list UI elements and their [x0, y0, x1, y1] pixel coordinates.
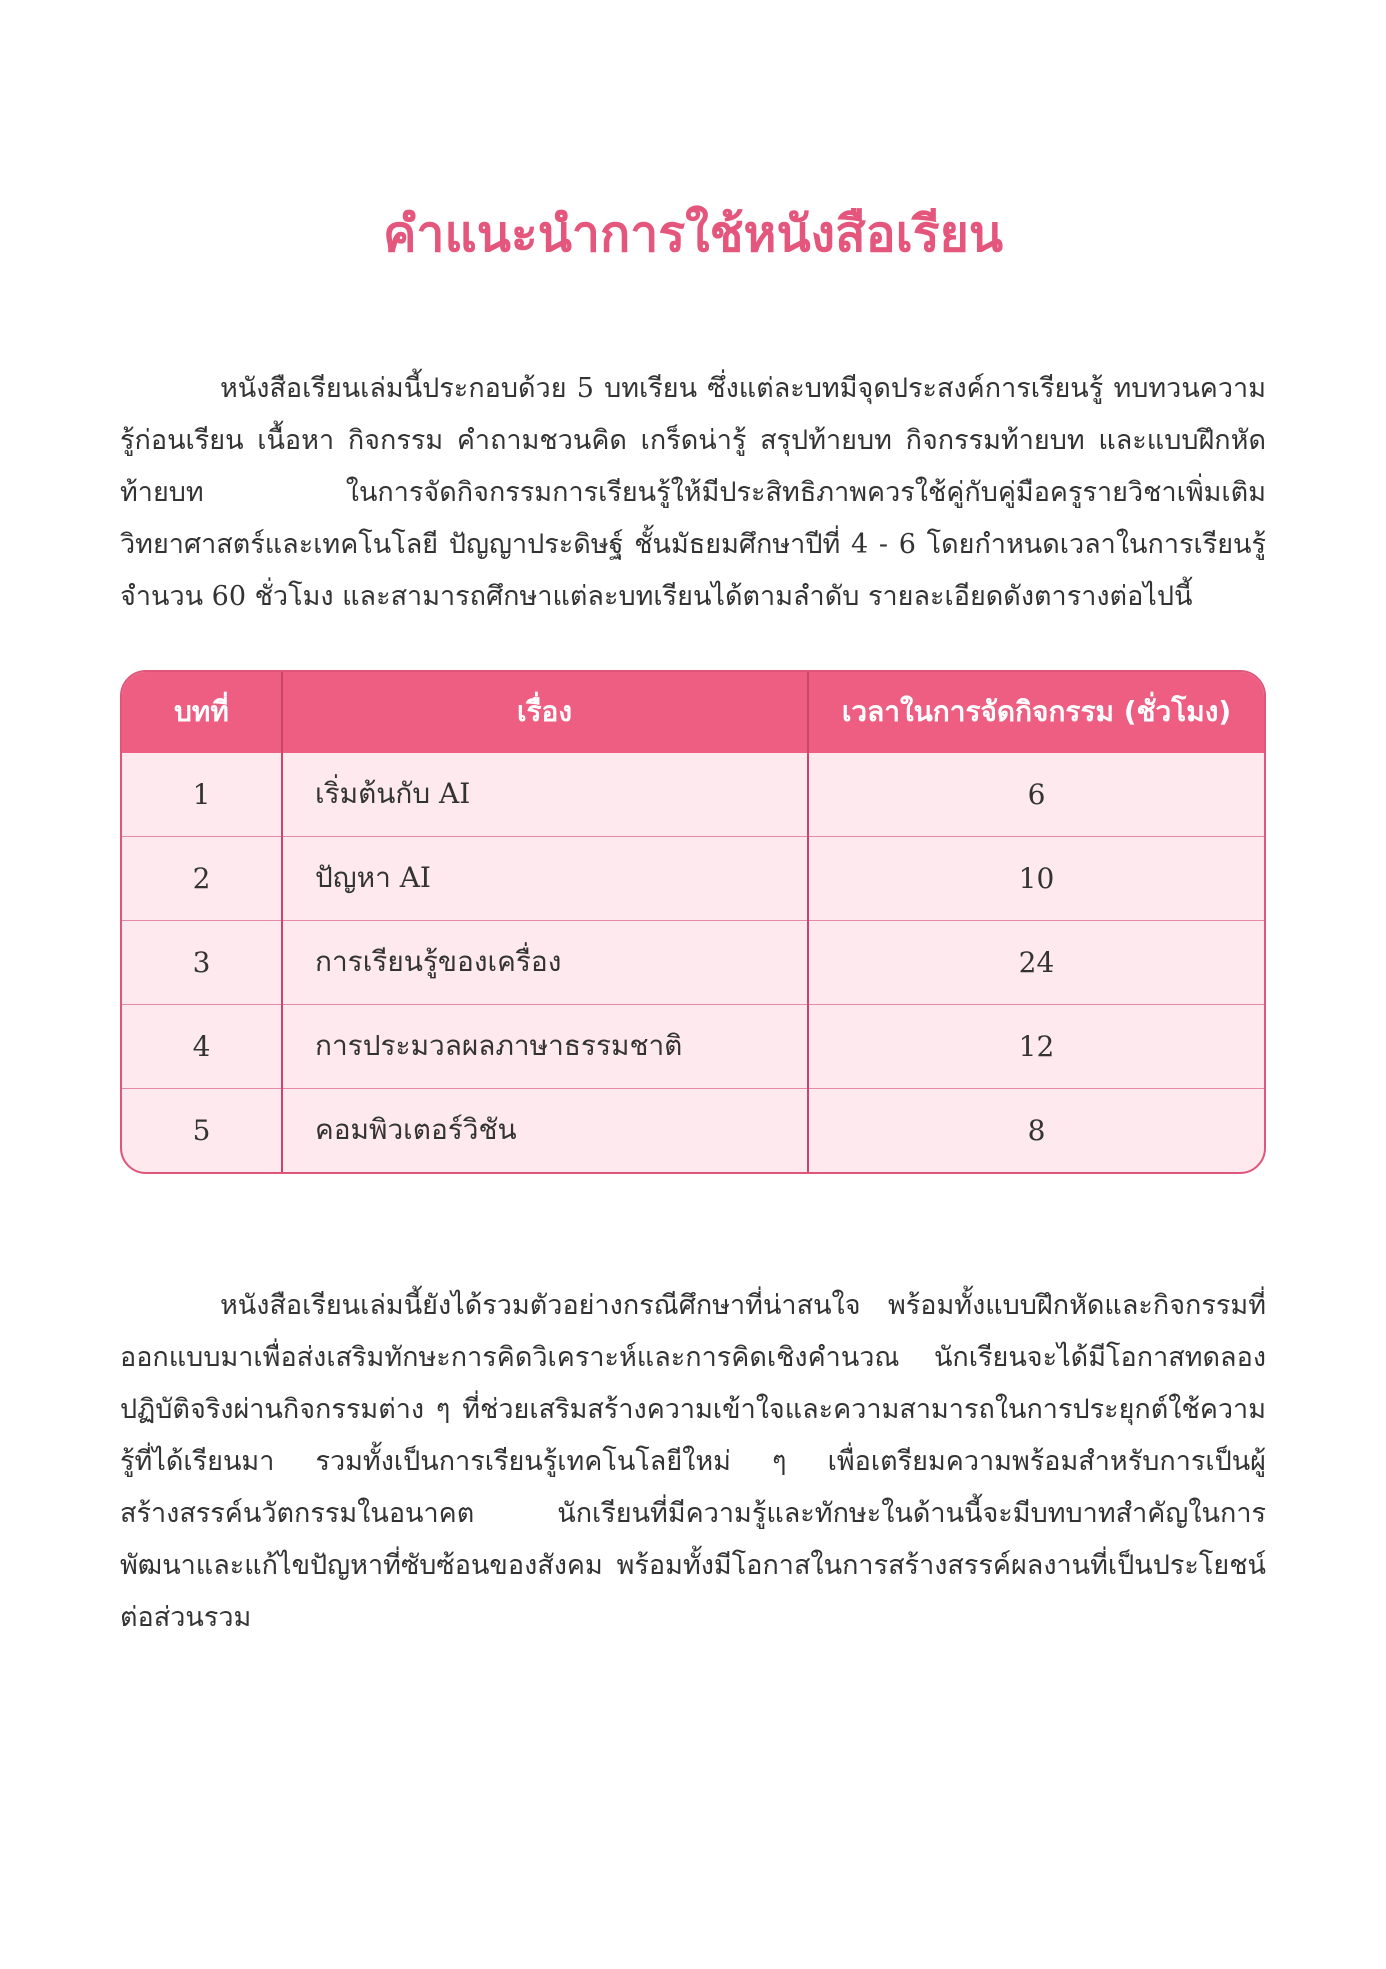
row-chapter: 4: [122, 1004, 282, 1088]
table-header-row: [122, 672, 1264, 753]
header-chapter: บทที่: [122, 672, 282, 753]
row-topic: การประมวลผลภาษาธรรมชาติ: [282, 1004, 808, 1088]
header-hours: เวลาในการจัดกิจกรรม (ชั่วโมง): [808, 672, 1264, 753]
row-chapter: 3: [122, 920, 282, 1004]
table-row: [122, 920, 1264, 1004]
table-row: [122, 836, 1264, 920]
row-chapter: 1: [122, 753, 282, 837]
lesson-table-grid: [122, 672, 1264, 1172]
header-topic: เรื่อง: [282, 672, 808, 753]
row-hours: 12: [808, 1004, 1264, 1088]
row-chapter: 5: [122, 1088, 282, 1172]
row-hours: 8: [808, 1088, 1264, 1172]
row-hours: 10: [808, 836, 1264, 920]
lesson-table: [120, 670, 1266, 1174]
table-row: [122, 753, 1264, 837]
row-topic: การเรียนรู้ของเครื่อง: [282, 920, 808, 1004]
row-hours: 24: [808, 920, 1264, 1004]
row-topic: เริ่มต้นกับ AI: [282, 753, 808, 837]
table-row: [122, 1088, 1264, 1172]
row-topic: คอมพิวเตอร์วิชัน: [282, 1088, 808, 1172]
intro-paragraph: หนังสือเรียนเล่มนี้ประกอบด้วย 5 บทเรียน ซึ่งแต่ละบทมีจุดประสงค์การเรียนรู้ ทบทวนความรู้ก่อนเรียน เนื้อหา กิจกรรม คำถามชวนคิด เกร็ดน่ารู้ สรุปท้ายบท กิจกรรมท้ายบท และแบบฝึกหัดท้ายบท ในการจัดกิจกรรมการเรียนรู้ให้มีประสิทธิภาพควรใช้คู่กับคู่มือครูรายวิชาเพิ่มเติมวิทยาศาสตร์และเทคโนโลยี ปัญญาประดิษฐ์ ชั้นมัธยมศึกษาปีที่ 4 - 6 โดยกำหนดเวลาในการเรียนรู้จำนวน 60 ชั่วโมง และสามารถศึกษาแต่ละบทเรียนได้ตามลำดับ รายละเอียดดังตารางต่อไปนี้: [120, 373, 1266, 612]
row-chapter: 2: [122, 836, 282, 920]
closing-paragraph: หนังสือเรียนเล่มนี้ยังได้รวมตัวอย่างกรณีศึกษาที่น่าสนใจ พร้อมทั้งแบบฝึกหัดและกิจกรรมที่ออกแบบมาเพื่อส่งเสริมทักษะการคิดวิเคราะห์และการคิดเชิงคำนวณ นักเรียนจะได้มีโอกาสทดลองปฏิบัติจริงผ่านกิจกรรมต่าง ๆ ที่ช่วยเสริมสร้างความเข้าใจและความสามารถในการประยุกต์ใช้ความรู้ที่ได้เรียนมา รวมทั้งเป็นการเรียนรู้เทคโนโลยีใหม่ ๆ เพื่อเตรียมความพร้อมสำหรับการเป็นผู้สร้างสรรค์นวัตกรรมในอนาคต นักเรียนที่มีความรู้และทักษะในด้านนี้จะมีบทบาทสำคัญในการพัฒนาและแก้ไขปัญหาที่ซับซ้อนของสังคม พร้อมทั้งมีโอกาสในการสร้างสรรค์ผลงานที่เป็นประโยชน์ต่อส่วนรวม: [120, 1290, 1266, 1633]
table-row: [122, 1004, 1264, 1088]
page-title: คำแนะนำการใช้หนังสือเรียน: [382, 204, 1004, 263]
row-topic: ปัญหา AI: [282, 836, 808, 920]
row-hours: 6: [1027, 777, 1046, 811]
